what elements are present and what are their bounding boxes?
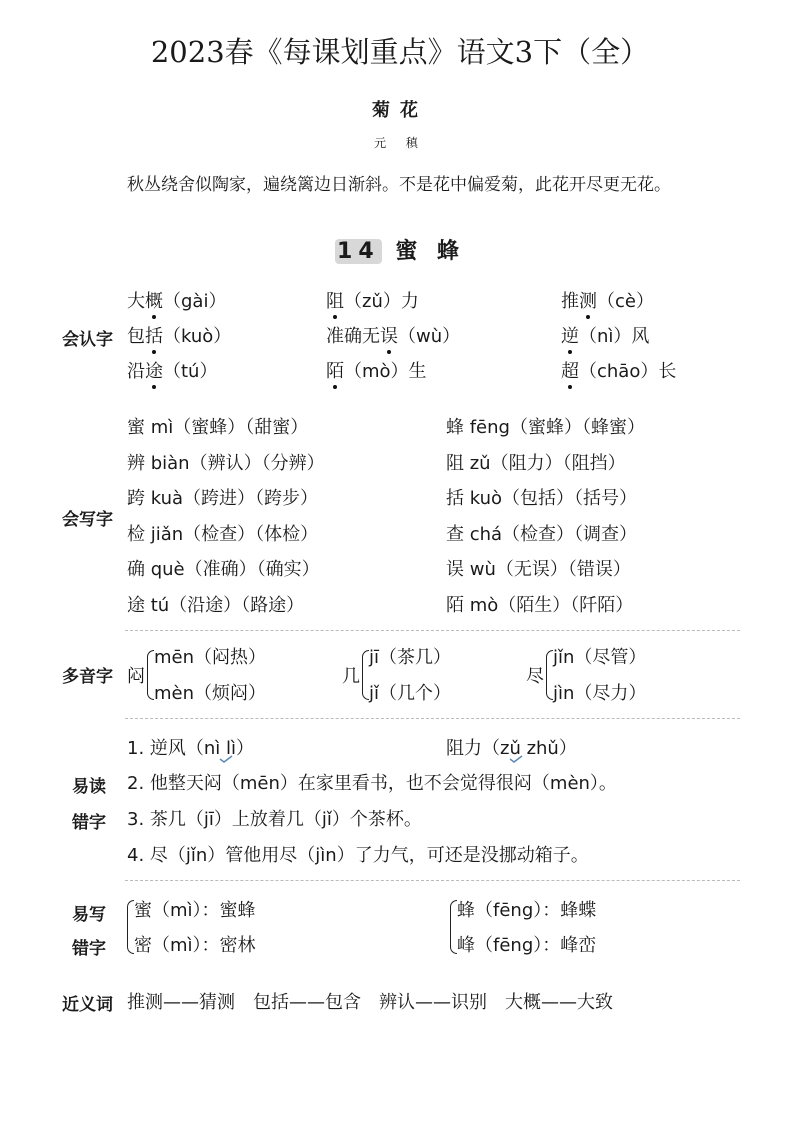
polyphone-reading: mèn（烦闷） xyxy=(154,683,267,704)
recognize-item: 推测（cè） xyxy=(561,287,654,313)
check-mark-icon xyxy=(219,755,233,763)
synonyms-label: 近义词 xyxy=(62,995,113,1015)
misread-line-2: 2. 他整天闷（mēn）在家里看书，也不会觉得很闷（mèn）。 xyxy=(127,773,617,794)
lesson-heading xyxy=(0,234,800,265)
miswrite-right-1: 蜂（fēng）：蜂蝶 xyxy=(457,900,597,921)
recognize-item: 准确无误（wù） xyxy=(326,322,460,348)
write-item: 跨 kuà（跨进）（跨步） xyxy=(127,488,319,509)
miswrite-label-1: 易写 xyxy=(72,905,106,925)
polyphone-char: 尽 xyxy=(526,666,544,687)
polyphone-reading: jǐn（尽管） xyxy=(553,647,647,668)
miswrite-left-1: 蜜（mì）：蜜蜂 xyxy=(134,900,256,921)
misread-line-1a: 1. 逆风（nì lì） xyxy=(127,738,255,759)
polyphone-char: 闷 xyxy=(127,666,145,687)
write-item: 阻 zǔ（阻力）（阻挡） xyxy=(446,452,626,474)
write-item: 蜜 mì（蜜蜂）（甜蜜） xyxy=(127,417,309,438)
misread-line-4: 4. 尽（jǐn）管他用尽（jìn）了力气，可还是没挪动箱子。 xyxy=(127,845,589,866)
recognize-item: 沿途（tú） xyxy=(127,357,217,383)
recognize-item: 逆（nì）风 xyxy=(561,322,649,348)
write-item: 误 wù（无误）（错误） xyxy=(446,559,631,580)
poem-title: 菊花 xyxy=(372,100,428,121)
polyphone-label: 多音字 xyxy=(62,667,113,687)
polyphone-reading: jī（茶几） xyxy=(369,647,452,668)
page-title: 2023春《每课划重点》语文3下（全） xyxy=(150,35,650,69)
brace xyxy=(147,650,154,700)
recognize-item: 包括（kuò） xyxy=(127,322,231,348)
miswrite-left-2: 密（mì）：密林 xyxy=(134,935,256,956)
write-label: 会写字 xyxy=(62,510,113,530)
recognize-item: 阻（zǔ）力 xyxy=(326,287,419,313)
recognize-item: 陌（mò）生 xyxy=(326,357,427,383)
lesson-number: 14 xyxy=(337,239,380,264)
write-item: 陌 mò（陌生）（阡陌） xyxy=(446,594,634,616)
check-mark-icon xyxy=(509,755,523,763)
write-item: 确 què（准确）（确实） xyxy=(127,559,320,580)
polyphone-reading: mēn（闷热） xyxy=(154,647,267,668)
misread-line-3: 3. 茶几（jī）上放着几（jǐ）个茶杯。 xyxy=(127,809,422,830)
brace xyxy=(127,900,134,954)
synonyms-text: 推测——猜测 包括——包含 辨认——识别 大概——大致 xyxy=(127,992,613,1013)
brace xyxy=(362,650,369,700)
divider xyxy=(125,630,740,631)
miswrite-label-2: 错字 xyxy=(72,939,106,959)
recognize-item: 大概（gài） xyxy=(127,287,226,313)
poem-text: 秋丛绕舍似陶家，遍绕篱边日渐斜。不是花中偏爱菊，此花开尽更无花。 xyxy=(127,175,671,195)
polyphone-char: 几 xyxy=(342,666,360,687)
poem-author: 元 稹 xyxy=(374,136,426,150)
write-item: 括 kuò（包括）（括号） xyxy=(446,488,638,509)
write-item: 辨 biàn（辨认）（分辨） xyxy=(127,452,325,474)
brace xyxy=(546,650,553,700)
divider xyxy=(125,880,740,881)
divider xyxy=(125,718,740,719)
write-item: 蜂 fēng（蜜蜂）（蜂蜜） xyxy=(446,417,645,438)
misread-label-1: 易读 xyxy=(72,777,106,797)
write-item: 查 chá（检查）（调查） xyxy=(446,523,638,545)
polyphone-reading: jìn（尽力） xyxy=(553,683,647,704)
recognize-label: 会认字 xyxy=(62,330,113,350)
misread-label-2: 错字 xyxy=(72,813,106,833)
lesson-name: 蜜 蜂 xyxy=(395,239,465,264)
misread-line-1b: 阻力（zǔ zhǔ） xyxy=(446,738,577,759)
recognize-item: 超（chāo）长 xyxy=(561,357,676,383)
miswrite-right-2: 峰（fēng）：峰峦 xyxy=(457,935,597,956)
brace xyxy=(450,900,457,954)
write-item: 检 jiǎn（检查）（体检） xyxy=(127,523,319,545)
polyphone-reading: jǐ（几个） xyxy=(369,683,452,704)
write-item: 途 tú（沿途）（路途） xyxy=(127,594,305,616)
